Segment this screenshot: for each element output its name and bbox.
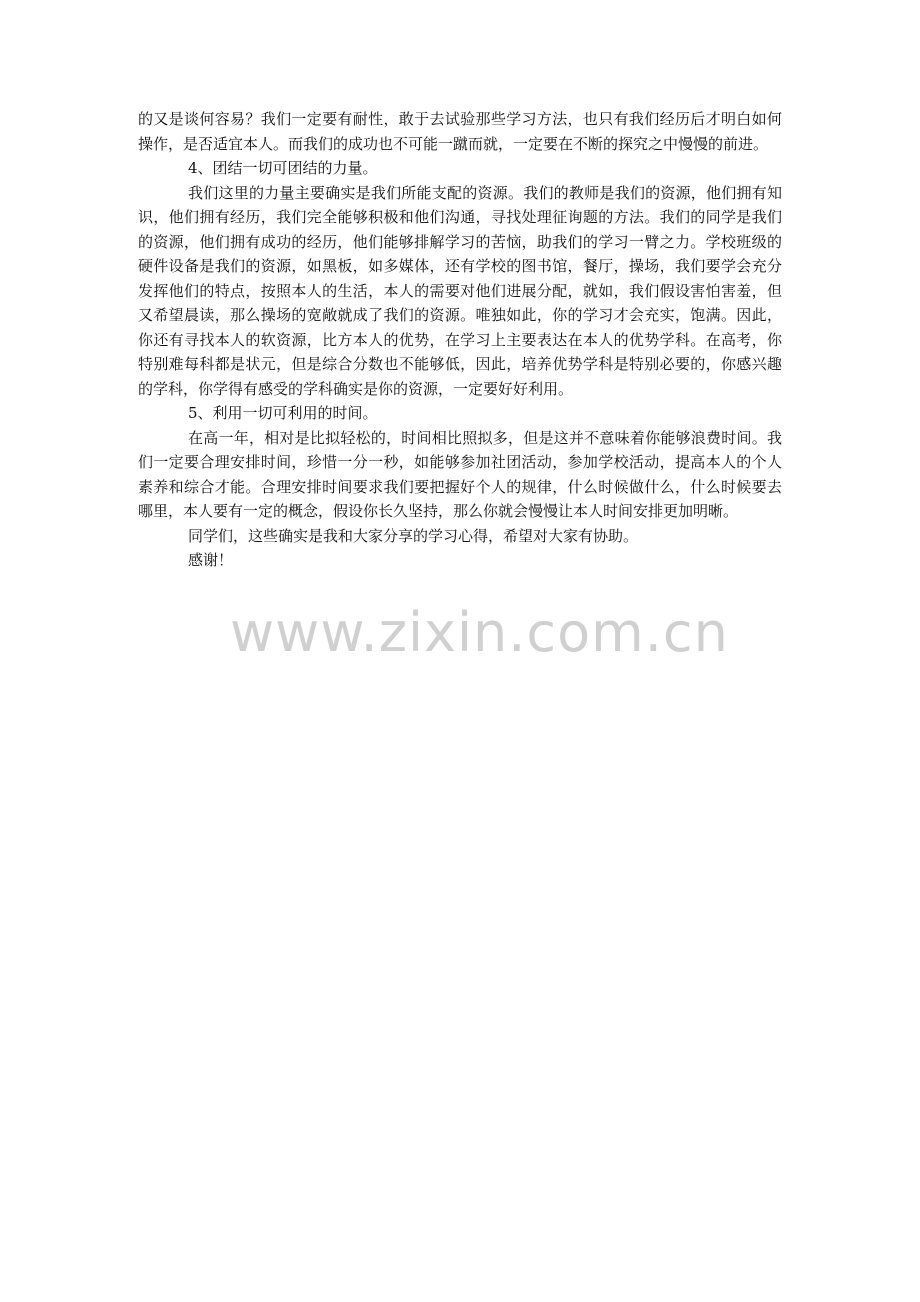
heading-item-5: 5、利用一切可利用的时间。 <box>188 404 378 422</box>
paragraph-thanks: 感谢！ <box>188 551 234 569</box>
paragraph-continuation: 的又是谈何容易？我们一定要有耐性，敢于去试验那些学习方法，也只有我们经历后才明白如何操作，是否适宜本人。而我们的成功也不可能一蹴而就，一定要在不断的探究之中慢慢的前进。 <box>138 110 782 153</box>
watermark-text: www.zixin.com.cn <box>230 601 729 664</box>
heading-item-4: 4、团结一切可团结的力量。 <box>188 159 378 177</box>
paragraph-closing: 同学们，这些确实是我和大家分享的学习心得，希望对大家有协助。 <box>188 526 639 545</box>
paragraph-resources: 我们这里的力量主要确实是我们所能支配的资源。我们的教师是我们的资源，他们拥有知识，他们拥有经历，我们完全能够积极和他们沟通，寻找处理征询题的方法。我们的同学是我们的资源，他们拥有成功的经历，他们能够排解学习的苦恼，助我们的学习一臂之力。学校班级的硬件设备是我们的资源，如黑板，如多媒体，还有学校的图书馆，餐厅，操场，我们要学会充分发挥他们的特点，按照本人的生活，本人的需要对他们进展分配，就如，我们假设害怕害羞，但又希望晨读，那么操场的宽敞就成了我们的资源。唯独如此，你的学习才会充实，饱满。因此，你还有寻找本人的软资源，比方本人的优势，在学习上主要表达在本人的优势学科。在高考，你特别难每科都是状元，但是综合分数也不能够低，因此，培养优势学科是特别必要的，你感兴趣的学科，你学得有感受的学科确实是你的资源，一定要好好利用。 <box>138 183 782 398</box>
document-body <box>138 107 782 573</box>
paragraph-time: 在高一年，相对是比拟轻松的，时间相比照拟多，但是这并不意味着你能够浪费时间。我们一定要合理安排时间，珍惜一分一秒，如能够参加社团活动，参加学校活动，提高本人的个人素养和综合才能。合理安排时间要求我们要把握好个人的规律，什么时候做什么，什么时候要去哪里，本人要有一定的概念，假设你长久坚持，那么你就会慢慢让本人时间安排更加明晰。 <box>138 428 782 520</box>
